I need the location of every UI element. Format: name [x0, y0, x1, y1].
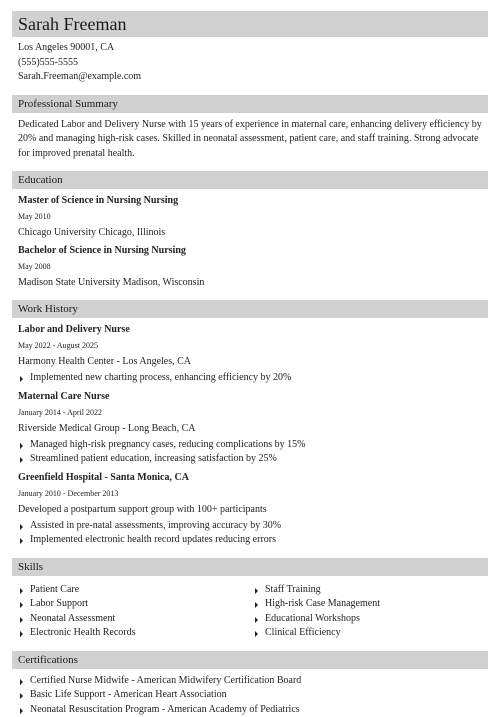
- certifications-list: [12, 674, 488, 717]
- work-title: Greenfield Hospital - Santa Monica, CA: [18, 471, 488, 485]
- education-date: May 2010: [18, 210, 488, 223]
- work-org: Riverside Medical Group - Long Beach, CA: [18, 422, 488, 436]
- education-list: [12, 194, 488, 290]
- work-date: January 2014 - April 2022: [18, 406, 488, 419]
- work-title: Labor and Delivery Nurse: [18, 323, 488, 337]
- contact-phone: (555)555-5555: [18, 56, 488, 71]
- work-bullet: Managed high-risk pregnancy cases, reducing complications by 15%: [18, 438, 488, 453]
- education-date: May 2008: [18, 260, 488, 273]
- skill-item: Clinical Efficiency: [253, 626, 488, 641]
- work-bullets: [18, 438, 488, 467]
- skill-item: High-risk Case Management: [253, 597, 488, 612]
- skills-column-right: [253, 583, 488, 641]
- section-heading-summary: Professional Summary: [12, 95, 488, 113]
- certification-item: Basic Life Support - American Heart Association: [18, 688, 488, 703]
- contact-email: Sarah.Freeman@example.com: [18, 70, 488, 85]
- work-bullets: [18, 519, 488, 548]
- contact-address: Los Angeles 90001, CA: [18, 41, 488, 56]
- skill-item: Electronic Health Records: [18, 626, 253, 641]
- work-title: Maternal Care Nurse: [18, 390, 488, 404]
- work-entry: [18, 323, 488, 386]
- section-heading-work: Work History: [12, 300, 488, 318]
- section-heading-education: Education: [12, 171, 488, 189]
- work-entry: [18, 471, 488, 548]
- education-degree: Master of Science in Nursing Nursing: [18, 194, 488, 208]
- skills-column-left: [18, 583, 253, 641]
- education-school: Chicago University Chicago, Illinois: [18, 226, 488, 240]
- work-bullet: Implemented new charting process, enhancing efficiency by 20%: [18, 371, 488, 386]
- work-bullet: Assisted in pre-natal assessments, improving accuracy by 30%: [18, 519, 488, 534]
- education-entry: [18, 244, 488, 290]
- work-list: [12, 323, 488, 548]
- certification-item: Neonatal Resuscitation Program - American Academy of Pediatrics: [18, 703, 488, 717]
- summary-text: Dedicated Labor and Delivery Nurse with 15 years of experience in maternal care, enhancing delivery efficiency by 20% and managing high-risk cases. Skilled in neonatal assessment, patient care, and staff training. Strong advocate for improved prenatal health.: [12, 118, 488, 162]
- education-degree: Bachelor of Science in Nursing Nursing: [18, 244, 488, 258]
- skill-item: Staff Training: [253, 583, 488, 598]
- work-entry: [18, 390, 488, 467]
- skill-item: Neonatal Assessment: [18, 612, 253, 627]
- candidate-name: Sarah Freeman: [12, 11, 488, 37]
- contact-block: [12, 41, 488, 85]
- section-heading-certifications: Certifications: [12, 651, 488, 669]
- skills-grid: [12, 581, 488, 641]
- work-bullet: Streamlined patient education, increasing satisfaction by 25%: [18, 452, 488, 467]
- work-bullets: [18, 371, 488, 386]
- section-heading-skills: Skills: [12, 558, 488, 576]
- education-entry: [18, 194, 488, 240]
- work-date: May 2022 - August 2025: [18, 339, 488, 352]
- work-org: Developed a postpartum support group with 100+ participants: [18, 503, 488, 517]
- education-school: Madison State University Madison, Wisconsin: [18, 276, 488, 290]
- skill-item: Educational Workshops: [253, 612, 488, 627]
- work-date: January 2010 - December 2013: [18, 487, 488, 500]
- skill-item: Labor Support: [18, 597, 253, 612]
- certification-bullets: [18, 674, 488, 717]
- skill-item: Patient Care: [18, 583, 253, 598]
- certification-item: Certified Nurse Midwife - American Midwifery Certification Board: [18, 674, 488, 689]
- work-bullet: Implemented electronic health record updates reducing errors: [18, 533, 488, 548]
- work-org: Harmony Health Center - Los Angeles, CA: [18, 355, 488, 369]
